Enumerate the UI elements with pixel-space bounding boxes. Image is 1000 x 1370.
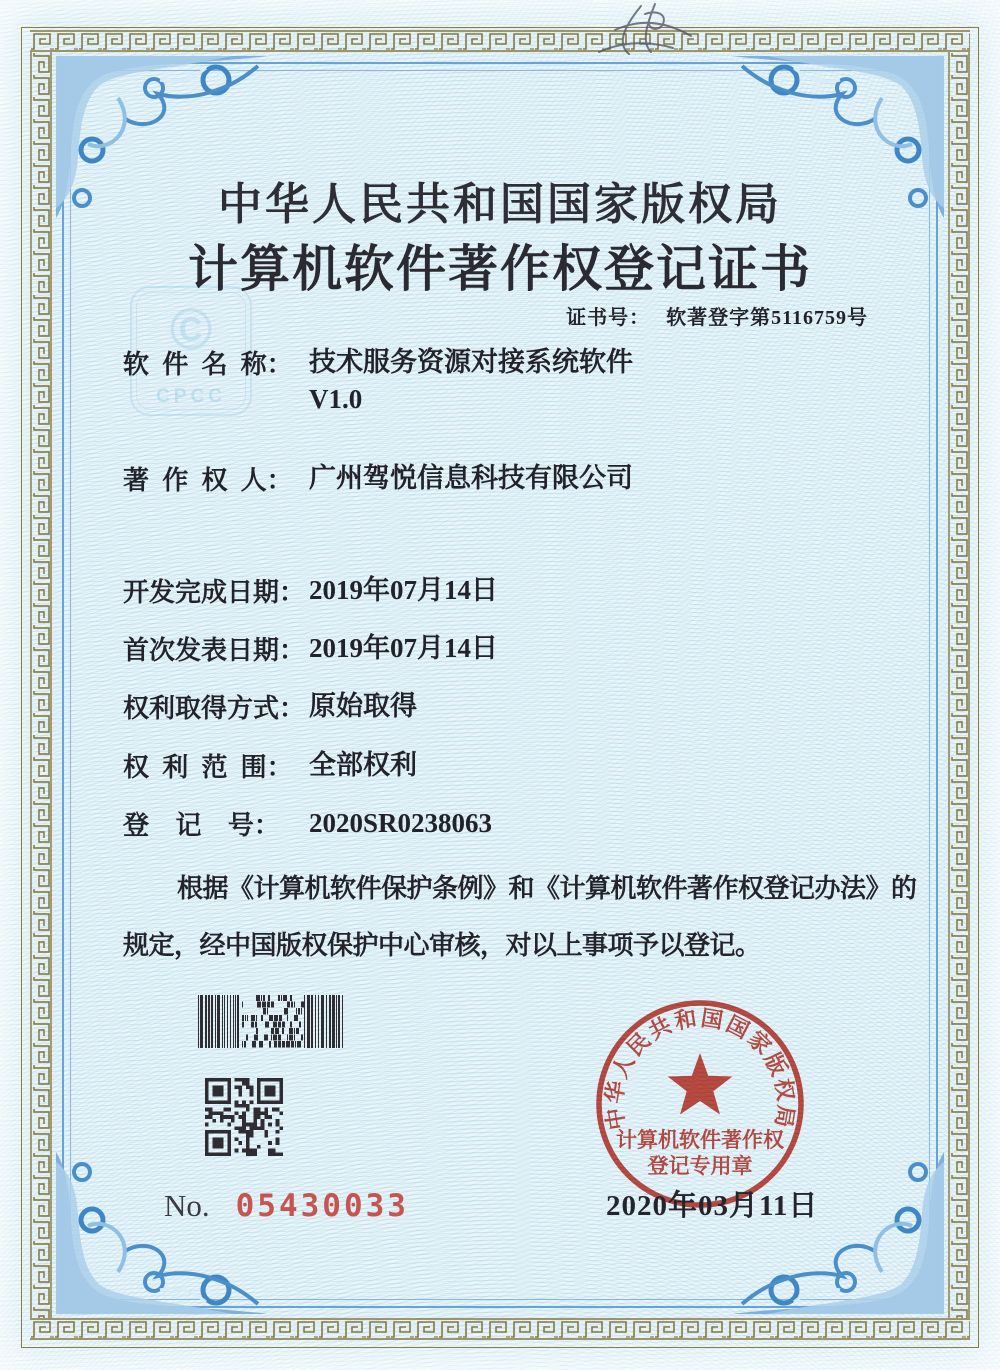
seal-line2: 登记专用章	[647, 1155, 753, 1178]
field-value	[309, 344, 633, 418]
certificate-number-row	[566, 301, 868, 330]
field-value: 原始取得	[309, 691, 417, 721]
watermark-label: CPCC	[156, 386, 226, 407]
field-row-registration-number	[123, 805, 492, 842]
certificate-number-label: 证书号：	[566, 307, 651, 329]
field-row-dev-complete-date	[123, 572, 498, 609]
field-label: 权 利 范 围：	[123, 752, 293, 782]
serial-number-row	[164, 1188, 409, 1224]
field-label: 开发完成日期：	[123, 577, 306, 607]
meander-border-bottom	[30, 1318, 970, 1340]
field-label: 登 记 号：	[123, 810, 280, 840]
certificate-number-value: 软著登字第5116759号	[666, 307, 868, 329]
software-name: 技术服务资源对接系统软件	[309, 347, 633, 377]
registration-statement-line1: 根据《计算机软件保护条例》和《计算机软件著作权登记办法》的	[177, 873, 917, 903]
field-row-rights-acquisition	[123, 688, 417, 725]
field-row-copyright-owner	[123, 460, 633, 497]
serial-no-label: No.	[164, 1188, 210, 1223]
qr-code-image	[205, 1078, 283, 1156]
field-value: 2019年07月14日	[309, 575, 498, 605]
meander-border-top	[30, 30, 970, 52]
star-icon	[668, 1053, 733, 1115]
field-label: 著 作 权 人：	[123, 465, 293, 495]
barcode-image	[198, 995, 343, 1048]
software-version: V1.0	[309, 384, 363, 414]
serial-no-value: 05430033	[235, 1188, 409, 1224]
field-label: 首次发表日期：	[123, 635, 306, 665]
registration-statement-line2: 规定，经中国版权保护中心审核，对以上事项予以登记。	[123, 930, 761, 960]
seal-arc-text: 中华人民共和国国家版权局	[601, 1005, 799, 1132]
field-row-first-publish-date	[123, 630, 498, 667]
pen-scribble	[583, 0, 713, 62]
field-row-software-name	[123, 344, 633, 418]
copyright-symbol-icon: ©	[169, 297, 213, 362]
issue-date: 2020年03月11日	[606, 1190, 819, 1222]
field-value: 全部权利	[309, 750, 417, 780]
corner-flourish-bottom-left	[56, 1152, 268, 1314]
authority-title: 中华人民共和国国家版权局	[218, 180, 782, 229]
certificate-title: 计算机软件著作权登记证书	[188, 241, 812, 297]
field-label: 软 件 名 称：	[123, 349, 293, 379]
field-label: 权利取得方式：	[123, 693, 306, 723]
field-value: 2020SR0238063	[309, 808, 493, 838]
seal-line1: 计算机软件著作权	[616, 1129, 784, 1152]
field-row-rights-scope	[123, 747, 417, 784]
field-value: 2019年07月14日	[309, 633, 498, 663]
field-value: 广州驾悦信息科技有限公司	[309, 463, 633, 493]
